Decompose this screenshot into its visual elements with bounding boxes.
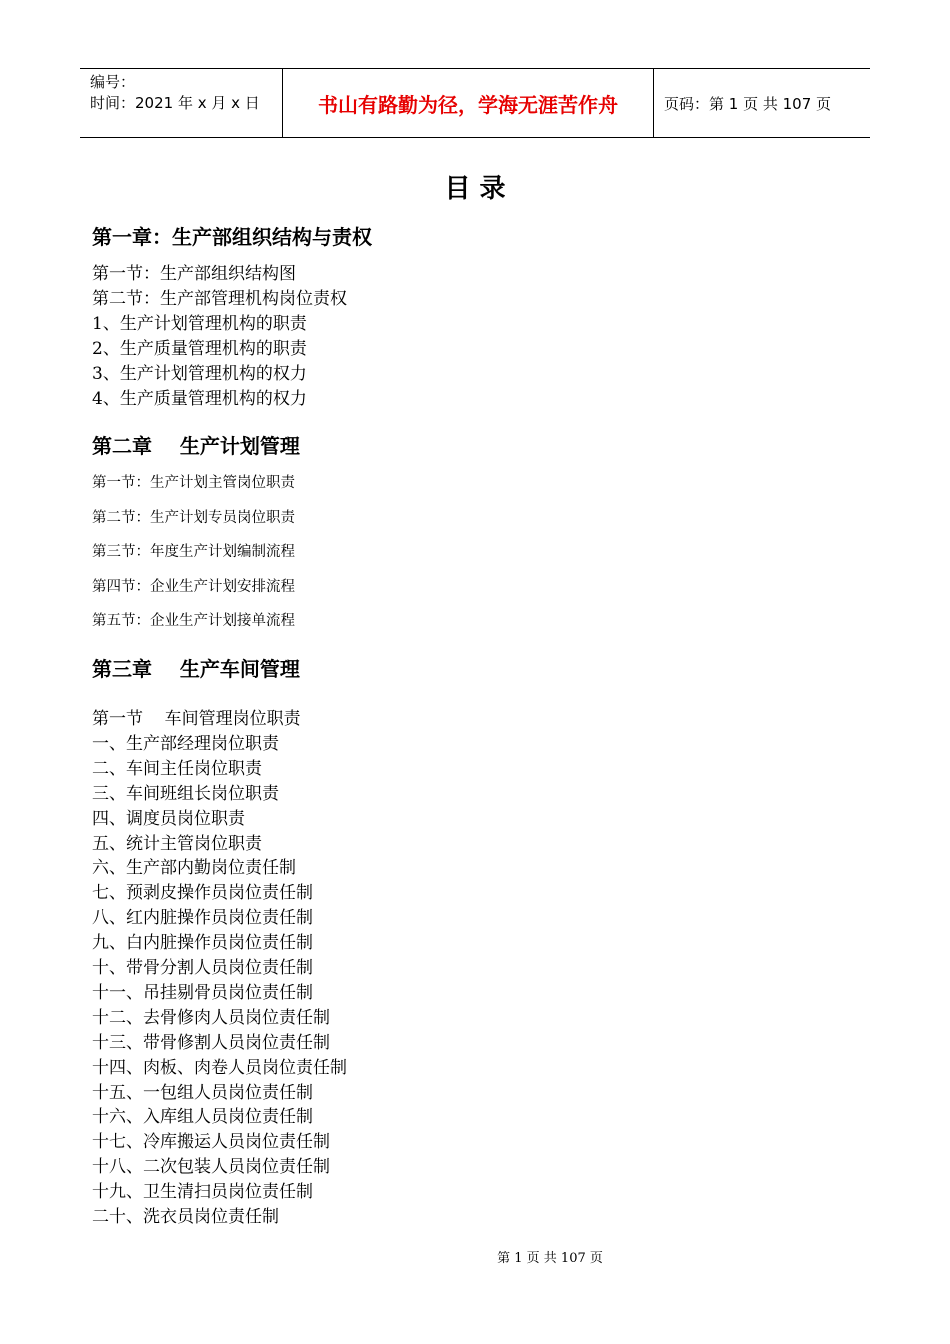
- toc-entry: 十四、肉板、肉卷人员岗位责任制: [92, 1058, 347, 1078]
- toc-entry: 第四节：企业生产计划安排流程: [92, 579, 295, 595]
- toc-entry: 五、统计主管岗位职责: [92, 834, 262, 854]
- toc-entry: 第一节：生产部组织结构图: [92, 264, 296, 284]
- toc-entry: 十八、二次包装人员岗位责任制: [92, 1157, 330, 1177]
- page-footer: [0, 1247, 950, 1266]
- toc-entry: 第五节：企业生产计划接单流程: [92, 613, 295, 629]
- header-page-info: 页码：第 1 页 共 107 页: [664, 94, 832, 113]
- document-number: 编号：: [90, 73, 136, 91]
- toc-entry: 三、车间班组长岗位职责: [92, 784, 279, 804]
- toc-entry: 二十、洗衣员岗位责任制: [92, 1207, 279, 1227]
- toc-entry: 十六、入库组人员岗位责任制: [92, 1107, 313, 1127]
- toc-entry: 第一节：生产计划主管岗位职责: [92, 475, 295, 491]
- toc-entry: 一、生产部经理岗位职责: [92, 734, 279, 754]
- toc-entry: 十五、一包组人员岗位责任制: [92, 1083, 313, 1103]
- toc-entry: 六、生产部内勤岗位责任制: [92, 858, 296, 878]
- page-header: [80, 68, 870, 138]
- toc-entry: 十三、带骨修割人员岗位责任制: [92, 1033, 330, 1053]
- toc-entry: 第二节：生产计划专员岗位职责: [92, 510, 295, 526]
- toc-entry: 1、生产计划管理机构的职责: [92, 314, 307, 334]
- toc-entry: 二、车间主任岗位职责: [92, 759, 262, 779]
- toc-entry: 四、调度员岗位职责: [92, 809, 245, 829]
- toc-entry: 十二、去骨修肉人员岗位责任制: [92, 1008, 330, 1028]
- chapter-3-heading: 第三章 生产车间管理: [92, 657, 300, 681]
- toc-entry: 十九、卫生清扫员岗位责任制: [92, 1182, 313, 1202]
- footer-page-number: 第 1 页 共 107 页: [497, 1251, 603, 1266]
- toc-entry: 第三节：年度生产计划编制流程: [92, 544, 295, 560]
- header-motto: 书山有路勤为径，学海无涯苦作舟: [282, 69, 654, 137]
- header-meta: [80, 69, 282, 137]
- toc-entry: 3、生产计划管理机构的权力: [92, 364, 307, 384]
- toc-entry: 2、生产质量管理机构的职责: [92, 339, 307, 359]
- toc-entry: 十一、吊挂剔骨员岗位责任制: [92, 983, 313, 1003]
- chapter-1-heading: 第一章：生产部组织结构与责权: [92, 225, 372, 249]
- toc-entry: 九、白内脏操作员岗位责任制: [92, 933, 313, 953]
- toc-entry: 十七、冷库搬运人员岗位责任制: [92, 1132, 330, 1152]
- chapter-2-heading: 第二章 生产计划管理: [92, 434, 300, 458]
- toc-title: 目 录: [444, 174, 506, 204]
- toc-entry: 八、红内脏操作员岗位责任制: [92, 908, 313, 928]
- toc-entry: 七、预剥皮操作员岗位责任制: [92, 883, 313, 903]
- toc-entry: 第一节 车间管理岗位职责: [92, 709, 301, 729]
- toc-entry: 4、生产质量管理机构的权力: [92, 389, 307, 409]
- toc-entry: 第二节：生产部管理机构岗位责权: [92, 289, 347, 309]
- document-date: 时间：2021 年 x 月 x 日: [90, 94, 260, 112]
- toc-entry: 十、带骨分割人员岗位责任制: [92, 958, 313, 978]
